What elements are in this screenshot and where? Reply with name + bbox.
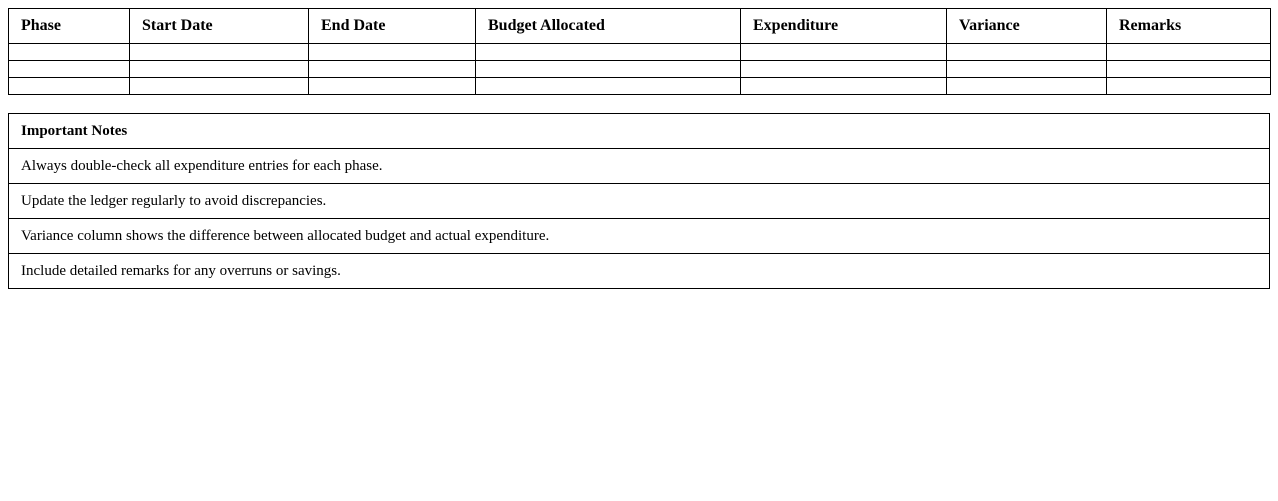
table-cell	[1107, 44, 1271, 61]
column-header-end-date: End Date	[309, 9, 476, 44]
table-cell	[9, 61, 130, 78]
table-cell	[130, 44, 309, 61]
table-cell	[476, 44, 741, 61]
table-cell	[476, 61, 741, 78]
column-header-start-date: Start Date	[130, 9, 309, 44]
table-cell	[1107, 78, 1271, 95]
table-cell	[947, 44, 1107, 61]
column-header-phase: Phase	[9, 9, 130, 44]
table-cell	[309, 44, 476, 61]
note-text: Update the ledger regularly to avoid discrepancies.	[9, 184, 1270, 219]
column-header-budget-allocated: Budget Allocated	[476, 9, 741, 44]
budget-table-header-row	[9, 9, 1271, 44]
table-cell	[309, 78, 476, 95]
table-cell	[1107, 61, 1271, 78]
table-cell	[9, 78, 130, 95]
list-item	[9, 254, 1270, 289]
table-cell	[741, 78, 947, 95]
table-cell	[947, 61, 1107, 78]
list-item	[9, 149, 1270, 184]
column-header-remarks: Remarks	[1107, 9, 1271, 44]
table-row	[9, 78, 1271, 95]
list-item	[9, 184, 1270, 219]
column-header-expenditure: Expenditure	[741, 9, 947, 44]
column-header-variance: Variance	[947, 9, 1107, 44]
table-cell	[309, 61, 476, 78]
notes-header-row	[9, 114, 1270, 149]
notes-title: Important Notes	[9, 114, 1270, 149]
notes-table	[8, 113, 1270, 289]
table-row	[9, 44, 1271, 61]
note-text: Variance column shows the difference between allocated budget and actual expenditure.	[9, 219, 1270, 254]
table-cell	[9, 44, 130, 61]
note-text: Include detailed remarks for any overruns or savings.	[9, 254, 1270, 289]
table-cell	[476, 78, 741, 95]
table-row	[9, 61, 1271, 78]
budget-table	[8, 8, 1271, 95]
table-cell	[741, 61, 947, 78]
note-text: Always double-check all expenditure entries for each phase.	[9, 149, 1270, 184]
table-cell	[130, 61, 309, 78]
table-cell	[741, 44, 947, 61]
table-cell	[130, 78, 309, 95]
list-item	[9, 219, 1270, 254]
table-cell	[947, 78, 1107, 95]
